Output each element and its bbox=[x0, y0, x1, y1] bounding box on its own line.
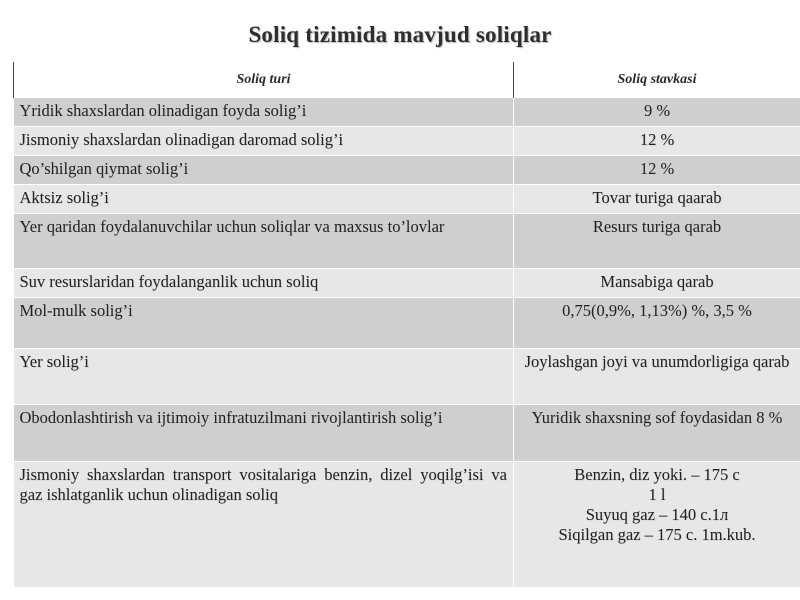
header-tax-type: Soliq turi bbox=[14, 62, 514, 98]
table-row bbox=[14, 349, 800, 405]
tax-table bbox=[13, 62, 800, 588]
table-header-row bbox=[14, 62, 800, 98]
tax-rate-cell: 12 % bbox=[514, 156, 800, 185]
table-row bbox=[14, 214, 800, 269]
tax-rate-cell: 9 % bbox=[514, 98, 800, 127]
tax-type-cell: Yer solig’i bbox=[14, 349, 514, 405]
tax-type-cell: Yridik shaxslardan olinadigan foyda solig’i bbox=[14, 98, 514, 127]
table-row bbox=[14, 98, 800, 127]
table-row bbox=[14, 462, 800, 588]
tax-type-cell: Qo’shilgan qiymat solig’i bbox=[14, 156, 514, 185]
tax-rate-cell: Tovar turiga qaarab bbox=[514, 185, 800, 214]
tax-type-cell: Aktsiz solig’i bbox=[14, 185, 514, 214]
tax-rate-cell: 12 % bbox=[514, 127, 800, 156]
tax-type-cell: Obodonlashtirish va ijtimoiy infratuzilmani rivojlantirish solig’i bbox=[14, 405, 514, 462]
tax-type-cell: Jismoniy shaxslardan transport vositalariga benzin, dizel yoqilg’isi va gaz ishlatganlik uchun olinadigan soliq bbox=[14, 462, 514, 588]
table-row bbox=[14, 127, 800, 156]
tax-type-cell: Mol-mulk solig’i bbox=[14, 298, 514, 349]
table-row bbox=[14, 185, 800, 214]
page-title: Soliq tizimida mavjud soliqlar bbox=[248, 22, 552, 47]
tax-type-cell: Suv resurslaridan foydalanganlik uchun soliq bbox=[14, 269, 514, 298]
tax-rate-cell: Yuridik shaxsning sof foydasidan 8 % bbox=[514, 405, 800, 462]
tax-type-cell: Jismoniy shaxslardan olinadigan daromad solig’i bbox=[14, 127, 514, 156]
table-row bbox=[14, 156, 800, 185]
table-row bbox=[14, 269, 800, 298]
tax-rate-cell: Mansabiga qarab bbox=[514, 269, 800, 298]
tax-rate-cell: 0,75(0,9%, 1,13%) %, 3,5 % bbox=[514, 298, 800, 349]
table-row bbox=[14, 405, 800, 462]
table-row bbox=[14, 298, 800, 349]
tax-rate-cell: Benzin, diz yoki. – 175 c 1 l Suyuq gaz – 140 c.1л Siqilgan gaz – 175 c. 1m.kub. bbox=[514, 462, 800, 588]
header-tax-rate: Soliq stavkasi bbox=[514, 62, 800, 98]
tax-type-cell: Yer qaridan foydalanuvchilar uchun soliqlar va maxsus to’lovlar bbox=[14, 214, 514, 269]
tax-rate-cell: Joylashgan joyi va unumdorligiga qarab bbox=[514, 349, 800, 405]
tax-rate-cell: Resurs turiga qarab bbox=[514, 214, 800, 269]
